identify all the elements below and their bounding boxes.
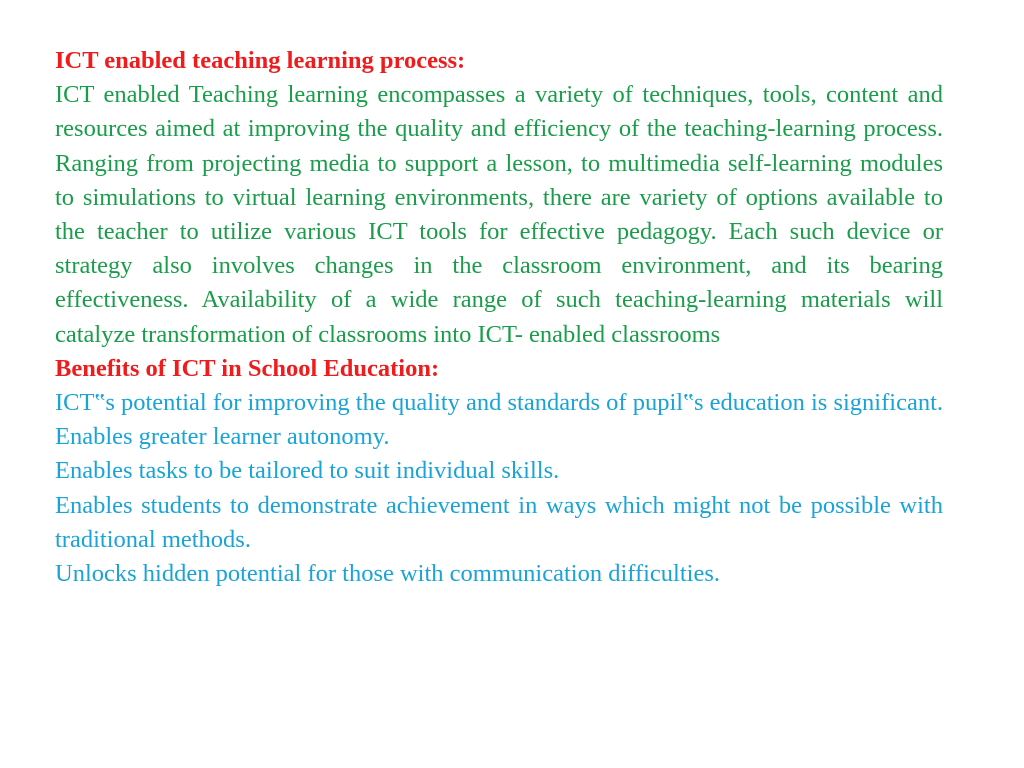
benefit-item: ICT‟s potential for improving the quality and standards of pupil‟s education is significant. Enables greater learner autonomy. <box>55 389 943 451</box>
section-heading-ict-teaching: ICT enabled teaching learning process: <box>55 47 466 74</box>
section-heading-benefits: Benefits of ICT in School Education: <box>55 354 440 382</box>
benefit-item: Enables tasks to be tailored to suit individual skills. <box>55 457 560 485</box>
slide-content <box>55 44 943 591</box>
benefit-item: Enables students to demonstrate achievement in ways which might not be possible with traditional methods. <box>55 491 943 553</box>
benefit-item: Unlocks hidden potential for those with communication difficulties. <box>55 560 721 588</box>
paragraph-ict-teaching: ICT enabled Teaching learning encompasses a variety of techniques, tools, content and resources aimed at improving the quality and efficiency of the teaching-learning process. Ranging from projecting media to support a lesson, to multimedia self-learning modules to simulations to virtual learning environments, there are variety of options available to the teacher to utilize various ICT tools for effective pedagogy. Each such device or strategy also involves changes in the classroom environment, and its bearing effectiveness. Availability of a wide range of such teaching-learning materials will catalyze transformation of classrooms into ICT- enabled classrooms <box>55 81 943 348</box>
